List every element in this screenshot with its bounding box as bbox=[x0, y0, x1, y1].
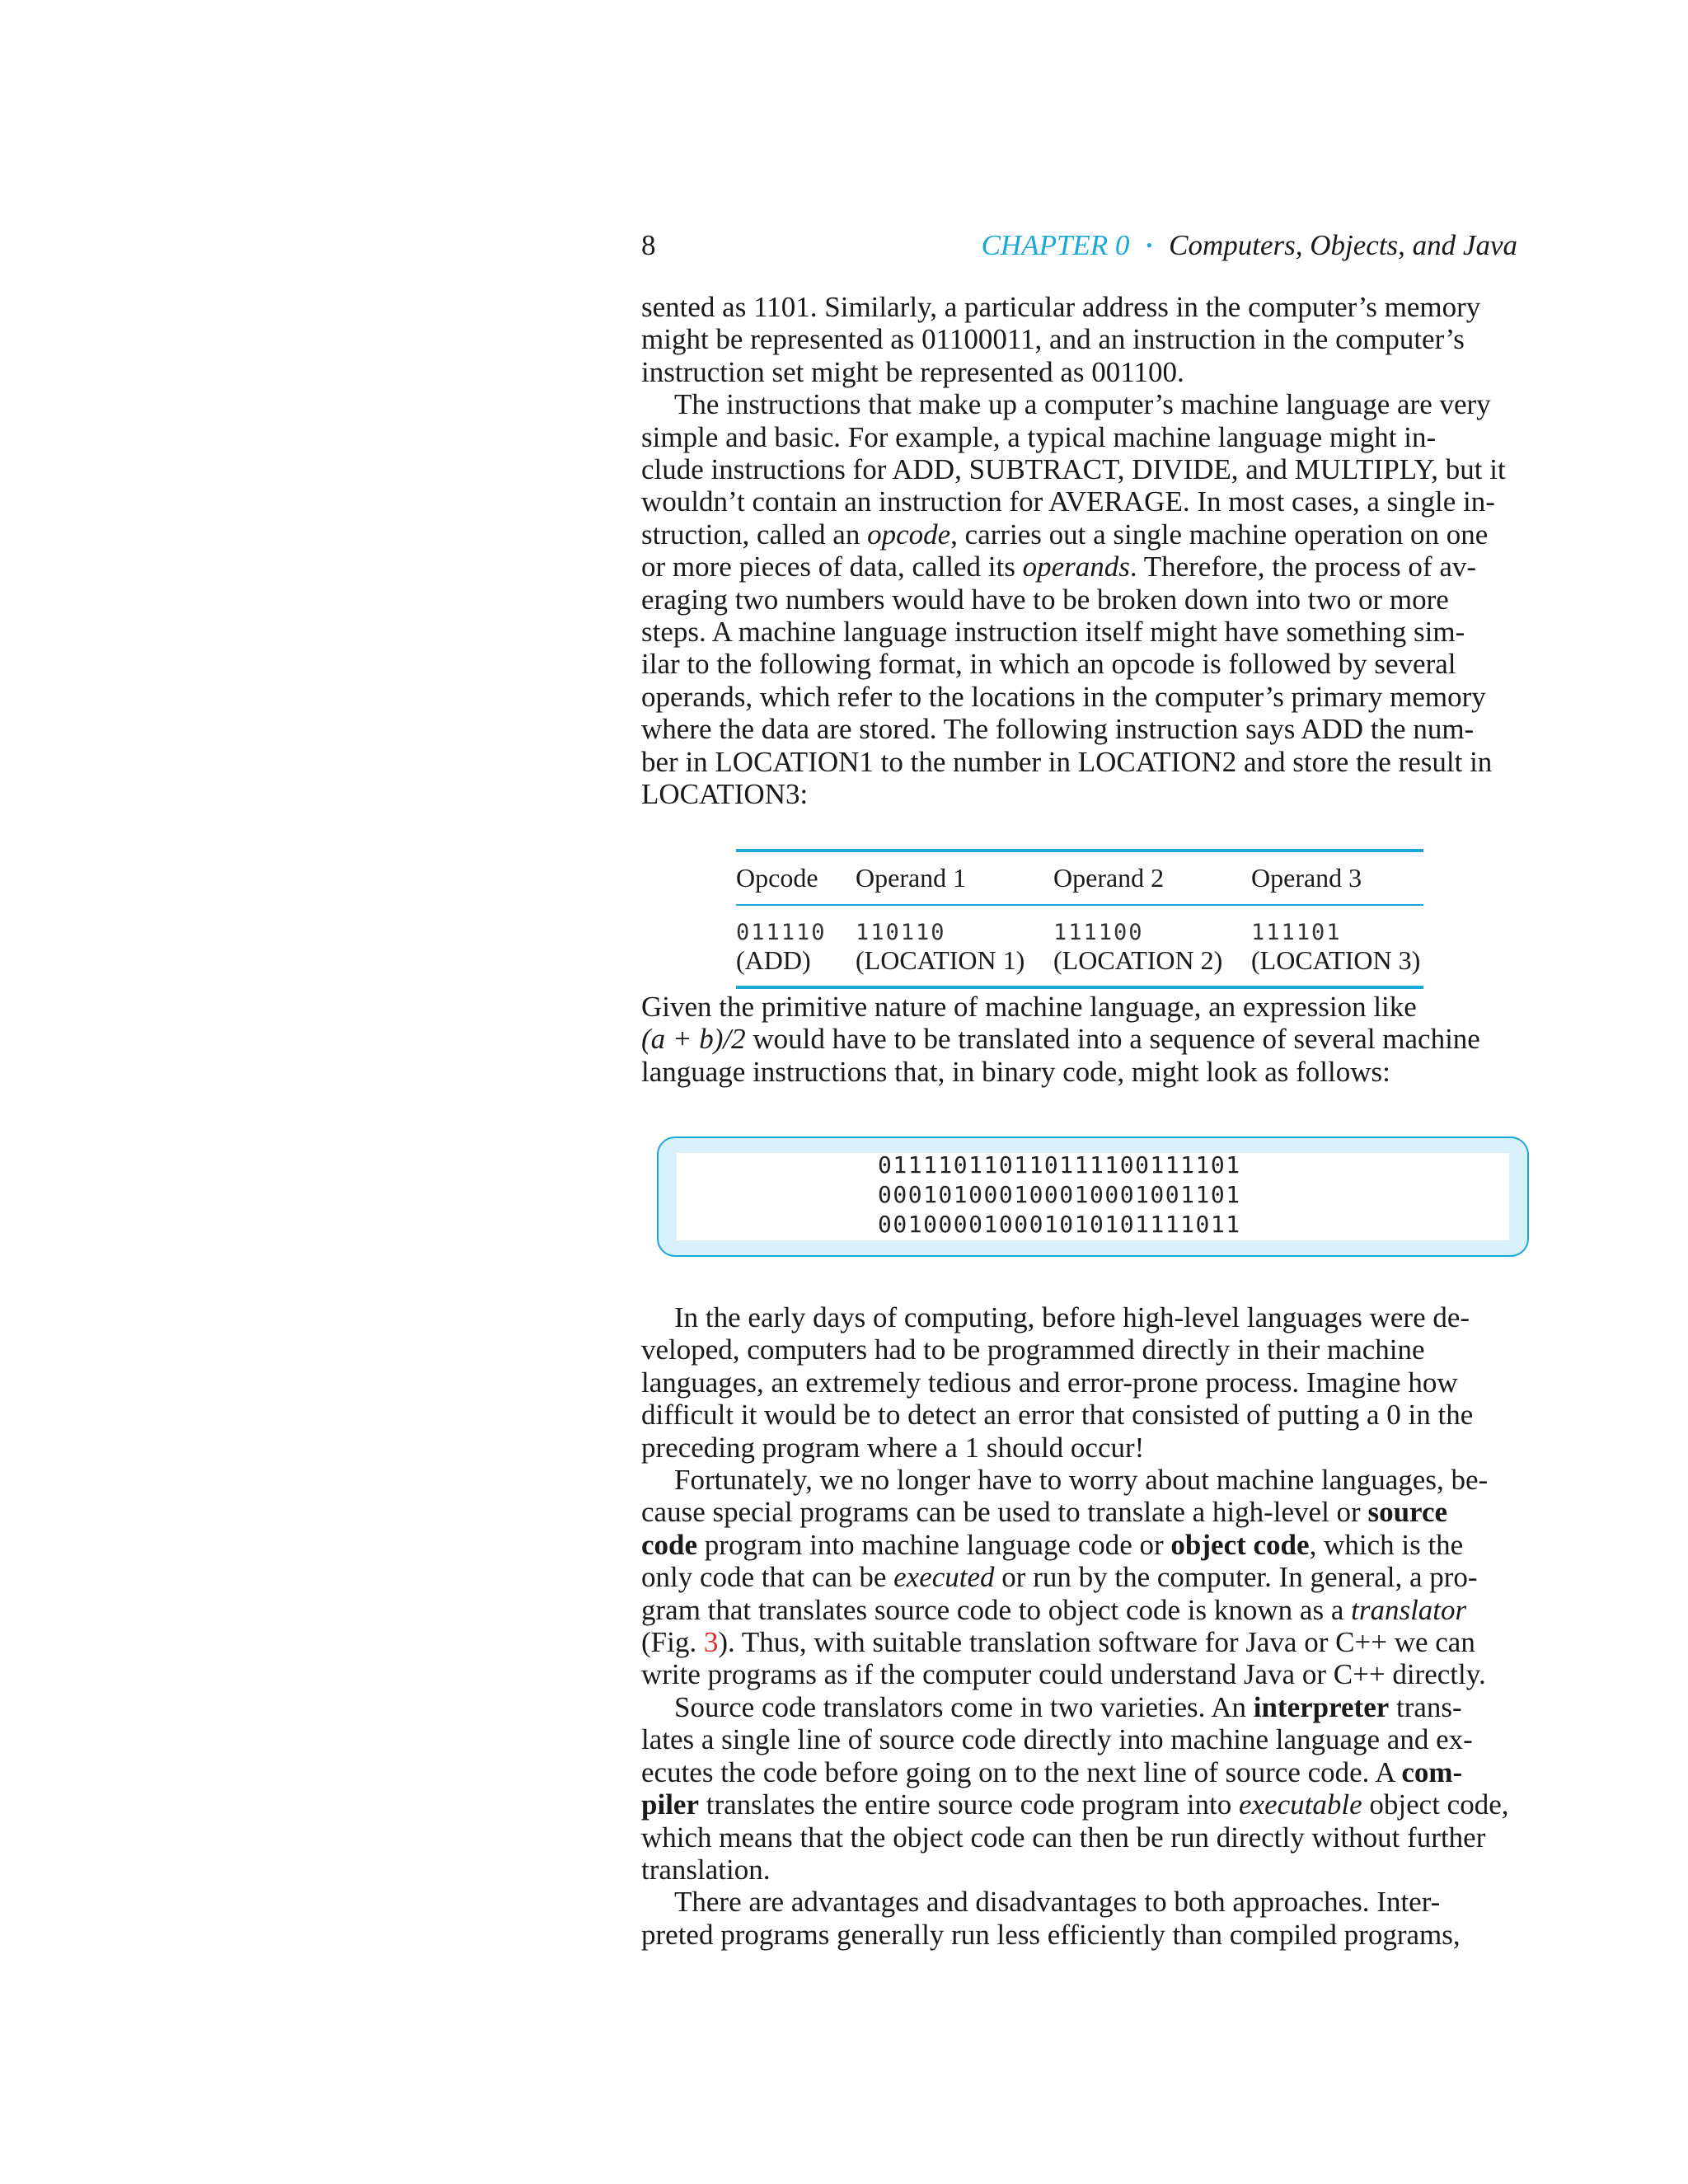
text-line: difficult it would be to detect an error that consisted of putting a 0 in the bbox=[641, 1399, 1474, 1432]
text-span: Source code translators come in two varieties. An bbox=[674, 1690, 1254, 1723]
header-opcode: Opcode bbox=[736, 863, 818, 893]
text-line bbox=[641, 1594, 1517, 1626]
text-line bbox=[641, 518, 1517, 551]
term-code: code bbox=[641, 1528, 698, 1561]
text-span: program into machine language code or bbox=[697, 1528, 1171, 1561]
meaning-operand-3: (LOCATION 3) bbox=[1251, 945, 1421, 975]
binary-code-line: 000101000100010001001101 bbox=[878, 1181, 1241, 1208]
text-line: where the data are stored. The following instruction says ADD the num- bbox=[641, 713, 1475, 746]
text-line: In the early days of computing, before high-level languages were de- bbox=[674, 1301, 1470, 1333]
text-line: Fortunately, we no longer have to worry about machine languages, be- bbox=[674, 1464, 1489, 1497]
text-line: LOCATION3: bbox=[641, 778, 809, 811]
text-line bbox=[641, 1561, 1517, 1593]
text-line: Given the primitive nature of machine language, an expression like bbox=[641, 991, 1417, 1023]
body-text-bottom bbox=[641, 1301, 1517, 1951]
text-line: language instructions that, in binary code, might look as follows: bbox=[641, 1055, 1390, 1088]
emphasis-operands: operands bbox=[1022, 551, 1130, 583]
paragraph bbox=[641, 1691, 1517, 1886]
emphasis-opcode: opcode bbox=[867, 518, 951, 551]
text-span: or run by the computer. In general, a pro- bbox=[994, 1561, 1478, 1594]
text-span: ecutes the code before going on to the next line of source code. A bbox=[641, 1755, 1402, 1788]
text-line: sented as 1101. Similarly, a particular address in the computer’s memory bbox=[641, 291, 1481, 323]
term-object-code: object code bbox=[1170, 1528, 1310, 1561]
text-span: ). Thus, with suitable translation software for Java or C++ we can bbox=[718, 1626, 1475, 1659]
math-expression: (a + b)/2 bbox=[641, 1023, 746, 1056]
text-line: preceding program where a 1 should occur! bbox=[641, 1431, 1145, 1464]
text-span: . Therefore, the process of av- bbox=[1129, 551, 1477, 583]
table-header-rule bbox=[736, 904, 1423, 906]
header-operand-3: Operand 3 bbox=[1251, 863, 1362, 893]
text-line: ilar to the following format, in which an opcode is followed by several bbox=[641, 648, 1456, 681]
text-line: clude instructions for ADD, SUBTRACT, DIVIDE, and MULTIPLY, but it bbox=[641, 453, 1506, 486]
running-header bbox=[641, 224, 1517, 267]
text-line: which means that the object code can then be run directly without further bbox=[641, 1821, 1486, 1854]
table-top-rule bbox=[736, 849, 1423, 852]
figure-reference-link[interactable]: 3 bbox=[703, 1626, 719, 1659]
text-line: translation. bbox=[641, 1853, 771, 1886]
text-span: object code, bbox=[1362, 1788, 1509, 1821]
page-number: 8 bbox=[641, 229, 656, 261]
text-line: steps. A machine language instruction itself might have something sim- bbox=[641, 616, 1465, 649]
text-line bbox=[641, 1756, 1517, 1788]
text-span: trans- bbox=[1389, 1690, 1462, 1723]
text-span: would have to be translated into a sequence of several machine bbox=[745, 1023, 1480, 1056]
binary-code-line: 011110110110111100111101 bbox=[878, 1151, 1241, 1179]
text-span: translates the entire source code program into bbox=[698, 1788, 1240, 1821]
code-operand-1: 110110 bbox=[856, 920, 946, 945]
text-line: instruction set might be represented as 001100. bbox=[641, 355, 1184, 388]
text-line: The instructions that make up a computer’s machine language are very bbox=[674, 388, 1491, 421]
text-line: operands, which refer to the locations in the computer’s primary memory bbox=[641, 680, 1486, 713]
text-span: (Fig. bbox=[641, 1626, 704, 1659]
emphasis-translator: translator bbox=[1351, 1593, 1467, 1626]
text-line bbox=[641, 1023, 1517, 1055]
text-line: ber in LOCATION1 to the number in LOCATION2 and store the result in bbox=[641, 745, 1493, 778]
text-span: , which is the bbox=[1309, 1528, 1464, 1561]
chapter-name: Computers, Objects, and Java bbox=[1169, 229, 1517, 261]
text-line: veloped, computers had to be programmed directly in their machine bbox=[641, 1333, 1425, 1366]
meaning-operand-1: (LOCATION 1) bbox=[856, 945, 1025, 975]
code-operand-2: 111100 bbox=[1053, 920, 1144, 945]
code-opcode: 011110 bbox=[736, 920, 827, 945]
text-line: write programs as if the computer could understand Java or C++ directly. bbox=[641, 1658, 1486, 1691]
text-span: , carries out a single machine operation on one bbox=[950, 518, 1489, 551]
text-line: wouldn’t contain an instruction for AVERAGE. In most cases, a single in- bbox=[641, 485, 1495, 518]
table-bottom-rule bbox=[736, 986, 1423, 989]
text-line: simple and basic. For example, a typical machine language might in- bbox=[641, 420, 1437, 453]
text-line bbox=[641, 1691, 1517, 1723]
emphasis-executed: executed bbox=[893, 1561, 995, 1594]
text-line: There are advantages and disadvantages to both approaches. Inter- bbox=[674, 1886, 1441, 1919]
text-line bbox=[641, 551, 1517, 583]
binary-code-line: 001000010001010101111011 bbox=[878, 1211, 1241, 1238]
text-line: eraging two numbers would have to be broken down into two or more bbox=[641, 583, 1449, 616]
text-span: gram that translates source code to object code is known as a bbox=[641, 1593, 1352, 1626]
text-span: or more pieces of data, called its bbox=[641, 551, 1023, 583]
term-interpreter: interpreter bbox=[1253, 1690, 1390, 1723]
body-text-top bbox=[641, 291, 1517, 811]
meaning-opcode: (ADD) bbox=[736, 945, 811, 975]
paragraph bbox=[641, 1886, 1517, 1951]
body-text-mid bbox=[641, 991, 1517, 1088]
term-compiler-part1: com- bbox=[1401, 1755, 1463, 1788]
text-span: only code that can be bbox=[641, 1561, 894, 1594]
text-span: cause special programs can be used to translate a high-level or bbox=[641, 1496, 1368, 1529]
text-line: preted programs generally run less efficiently than compiled programs, bbox=[641, 1918, 1461, 1951]
chapter-title bbox=[982, 224, 1517, 267]
paragraph bbox=[641, 1464, 1517, 1691]
meaning-operand-2: (LOCATION 2) bbox=[1053, 945, 1223, 975]
emphasis-executable: executable bbox=[1239, 1788, 1362, 1821]
paragraph bbox=[641, 1301, 1517, 1464]
text-line: might be represented as 01100011, and an instruction in the computer’s bbox=[641, 323, 1465, 356]
text-line bbox=[641, 1496, 1517, 1528]
term-compiler-part2: piler bbox=[641, 1788, 699, 1821]
chapter-label: CHAPTER 0 bbox=[981, 229, 1130, 261]
code-operand-3: 111101 bbox=[1251, 920, 1342, 945]
bullet-icon: • bbox=[1146, 235, 1153, 255]
header-operand-1: Operand 1 bbox=[856, 863, 967, 893]
text-line: lates a single line of source code directly into machine language and ex- bbox=[641, 1723, 1473, 1756]
term-source: source bbox=[1367, 1496, 1448, 1529]
text-line: languages, an extremely tedious and error-prone process. Imagine how bbox=[641, 1366, 1458, 1399]
text-line bbox=[641, 1788, 1517, 1821]
paragraph bbox=[641, 291, 1517, 388]
text-span: struction, called an bbox=[641, 518, 868, 551]
text-line bbox=[641, 1626, 1517, 1658]
header-operand-2: Operand 2 bbox=[1053, 863, 1165, 893]
text-line bbox=[641, 1529, 1517, 1561]
paragraph bbox=[641, 388, 1517, 810]
paragraph bbox=[641, 991, 1517, 1088]
